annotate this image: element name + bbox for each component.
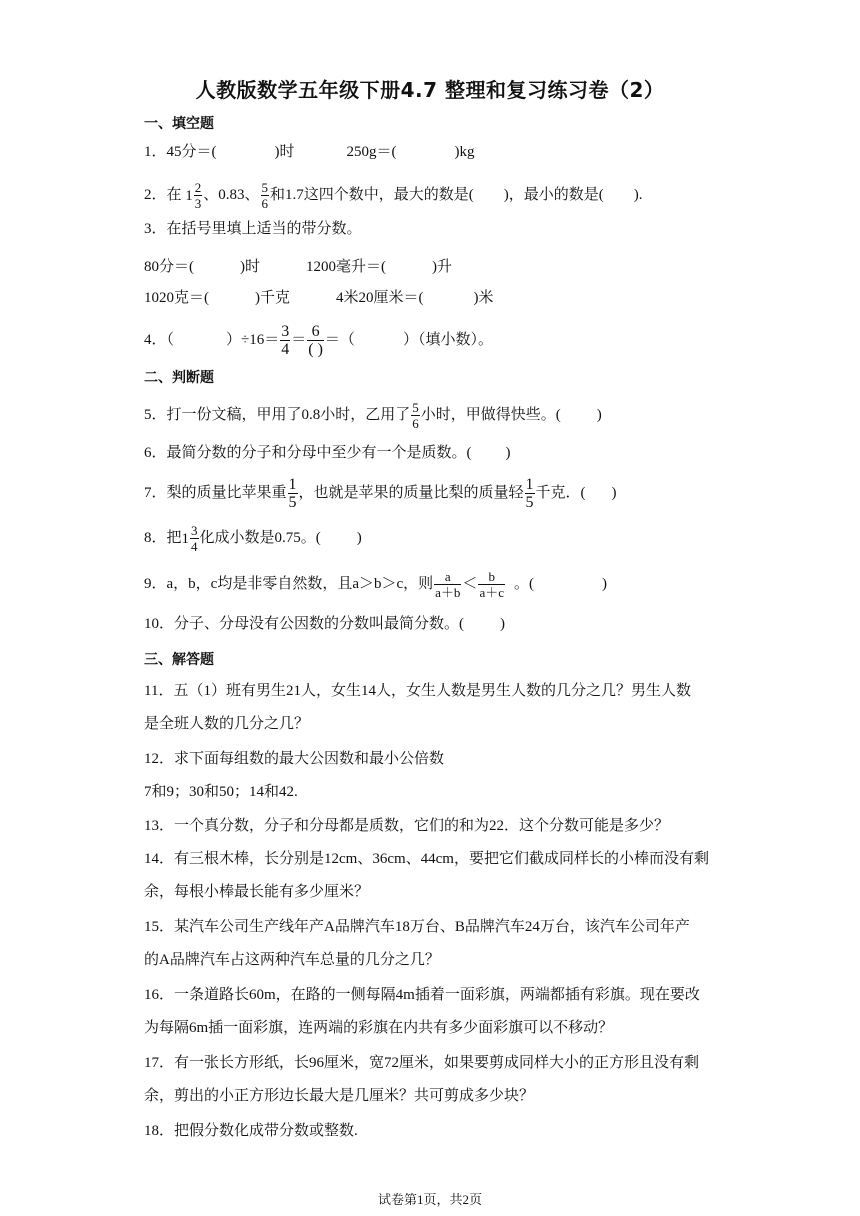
question-1: 1．45分＝( )时 250g＝( )kg — [144, 144, 475, 160]
section-heading-judge: 二、判断题 — [144, 370, 214, 386]
question-14-line-1: 14．有三根木棒，长分别是12cm、36cm、44cm，要把它们截成同样长的小棒而没有剩 — [144, 851, 709, 867]
question-12-line-2: 7和9；30和50；14和42. — [144, 784, 298, 800]
question-14-line-2: 余，每根小棒最长能有多少厘米？ — [144, 884, 370, 900]
question-7: 7．梨的质量比苹果重 $\frac{1}{5}$ ，也就是苹果的质量比梨的质量轻 $\frac{1}{5}$ 千克．( ) — [144, 476, 617, 512]
question-11-line-1: 11．五（1）班有男生21人，女生14人，女生人数是男生人数的几分之几？男生人数 — [144, 683, 691, 699]
question-18: 18．把假分数化成带分数或整数. — [144, 1123, 358, 1139]
question-4: 4．（ ）÷16＝ $\frac{3}{4}$ ＝ $\frac{6}{( )}$ ＝（ ）（填小数）。 — [144, 323, 493, 359]
question-16-line-1: 16．一条道路长60m，在路的一侧每隔4m插着一面彩旗，两端都插有彩旗。现在要改 — [144, 987, 700, 1003]
question-9: 9．a，b，c均是非零自然数，且a＞b＞c，则 $\frac{a}{a+b}$ ＜ $\frac{b}{a+c}$ 。( ) — [144, 569, 607, 601]
question-17-line-1: 17．有一张长方形纸，长96厘米，宽72厘米，如果要剪成同样大小的正方形且没有剩 — [144, 1055, 700, 1071]
question-2: 2．在 1 $\frac{2}{3}$ 、0.83、 $\frac{5}{6}$ 和1.7这四个数中，最大的数是( )，最小的数是( ). — [144, 180, 643, 211]
question-3-intro: 3．在括号里填上适当的带分数。 — [144, 221, 362, 237]
page-title: 人教版数学五年级下册4.7 整理和复习练习卷（2） — [195, 78, 665, 102]
question-3-row-2: 1020克＝( )千克 4米20厘米＝( )米 — [144, 290, 494, 306]
page-footer: 试卷第1页，共2页 — [377, 1192, 482, 1207]
question-6: 6．最简分数的分子和分母中至少有一个是质数。( ) — [144, 445, 511, 461]
question-8: 8．把1 $\frac{3}{4}$ 化成小数是0.75。( ) — [144, 523, 362, 555]
question-15-line-1: 15．某汽车公司生产线年产A品牌汽车18万台、B品牌汽车24万台，该汽车公司年产 — [144, 919, 690, 935]
question-11-line-2: 是全班人数的几分之几？ — [144, 716, 310, 732]
section-heading-solve: 三、解答题 — [144, 652, 214, 668]
question-17-line-2: 余，剪出的小正方形边长最大是几厘米？共可剪成多少块？ — [144, 1088, 535, 1104]
question-13: 13．一个真分数，分子和分母都是质数，它们的和为22．这个分数可能是多少？ — [144, 818, 670, 834]
question-15-line-2: 的A品牌汽车占这两种汽车总量的几分之几？ — [144, 952, 440, 968]
question-3-row-1: 80分＝( )时 1200毫升＝( )升 — [144, 259, 452, 275]
question-10: 10．分子、分母没有公因数的分数叫最简分数。( ) — [144, 616, 505, 632]
question-16-line-2: 为每隔6m插一面彩旗，连两端的彩旗在内共有多少面彩旗可以不移动？ — [144, 1020, 614, 1036]
question-5: 5．打一份文稿，甲用了0.8小时，乙用了 $\frac{5}{6}$ 小时，甲做得快些。( ) — [144, 400, 602, 432]
question-12-line-1: 12．求下面每组数的最大公因数和最小公倍数 — [144, 751, 445, 767]
section-heading-fill: 一、填空题 — [144, 116, 214, 132]
